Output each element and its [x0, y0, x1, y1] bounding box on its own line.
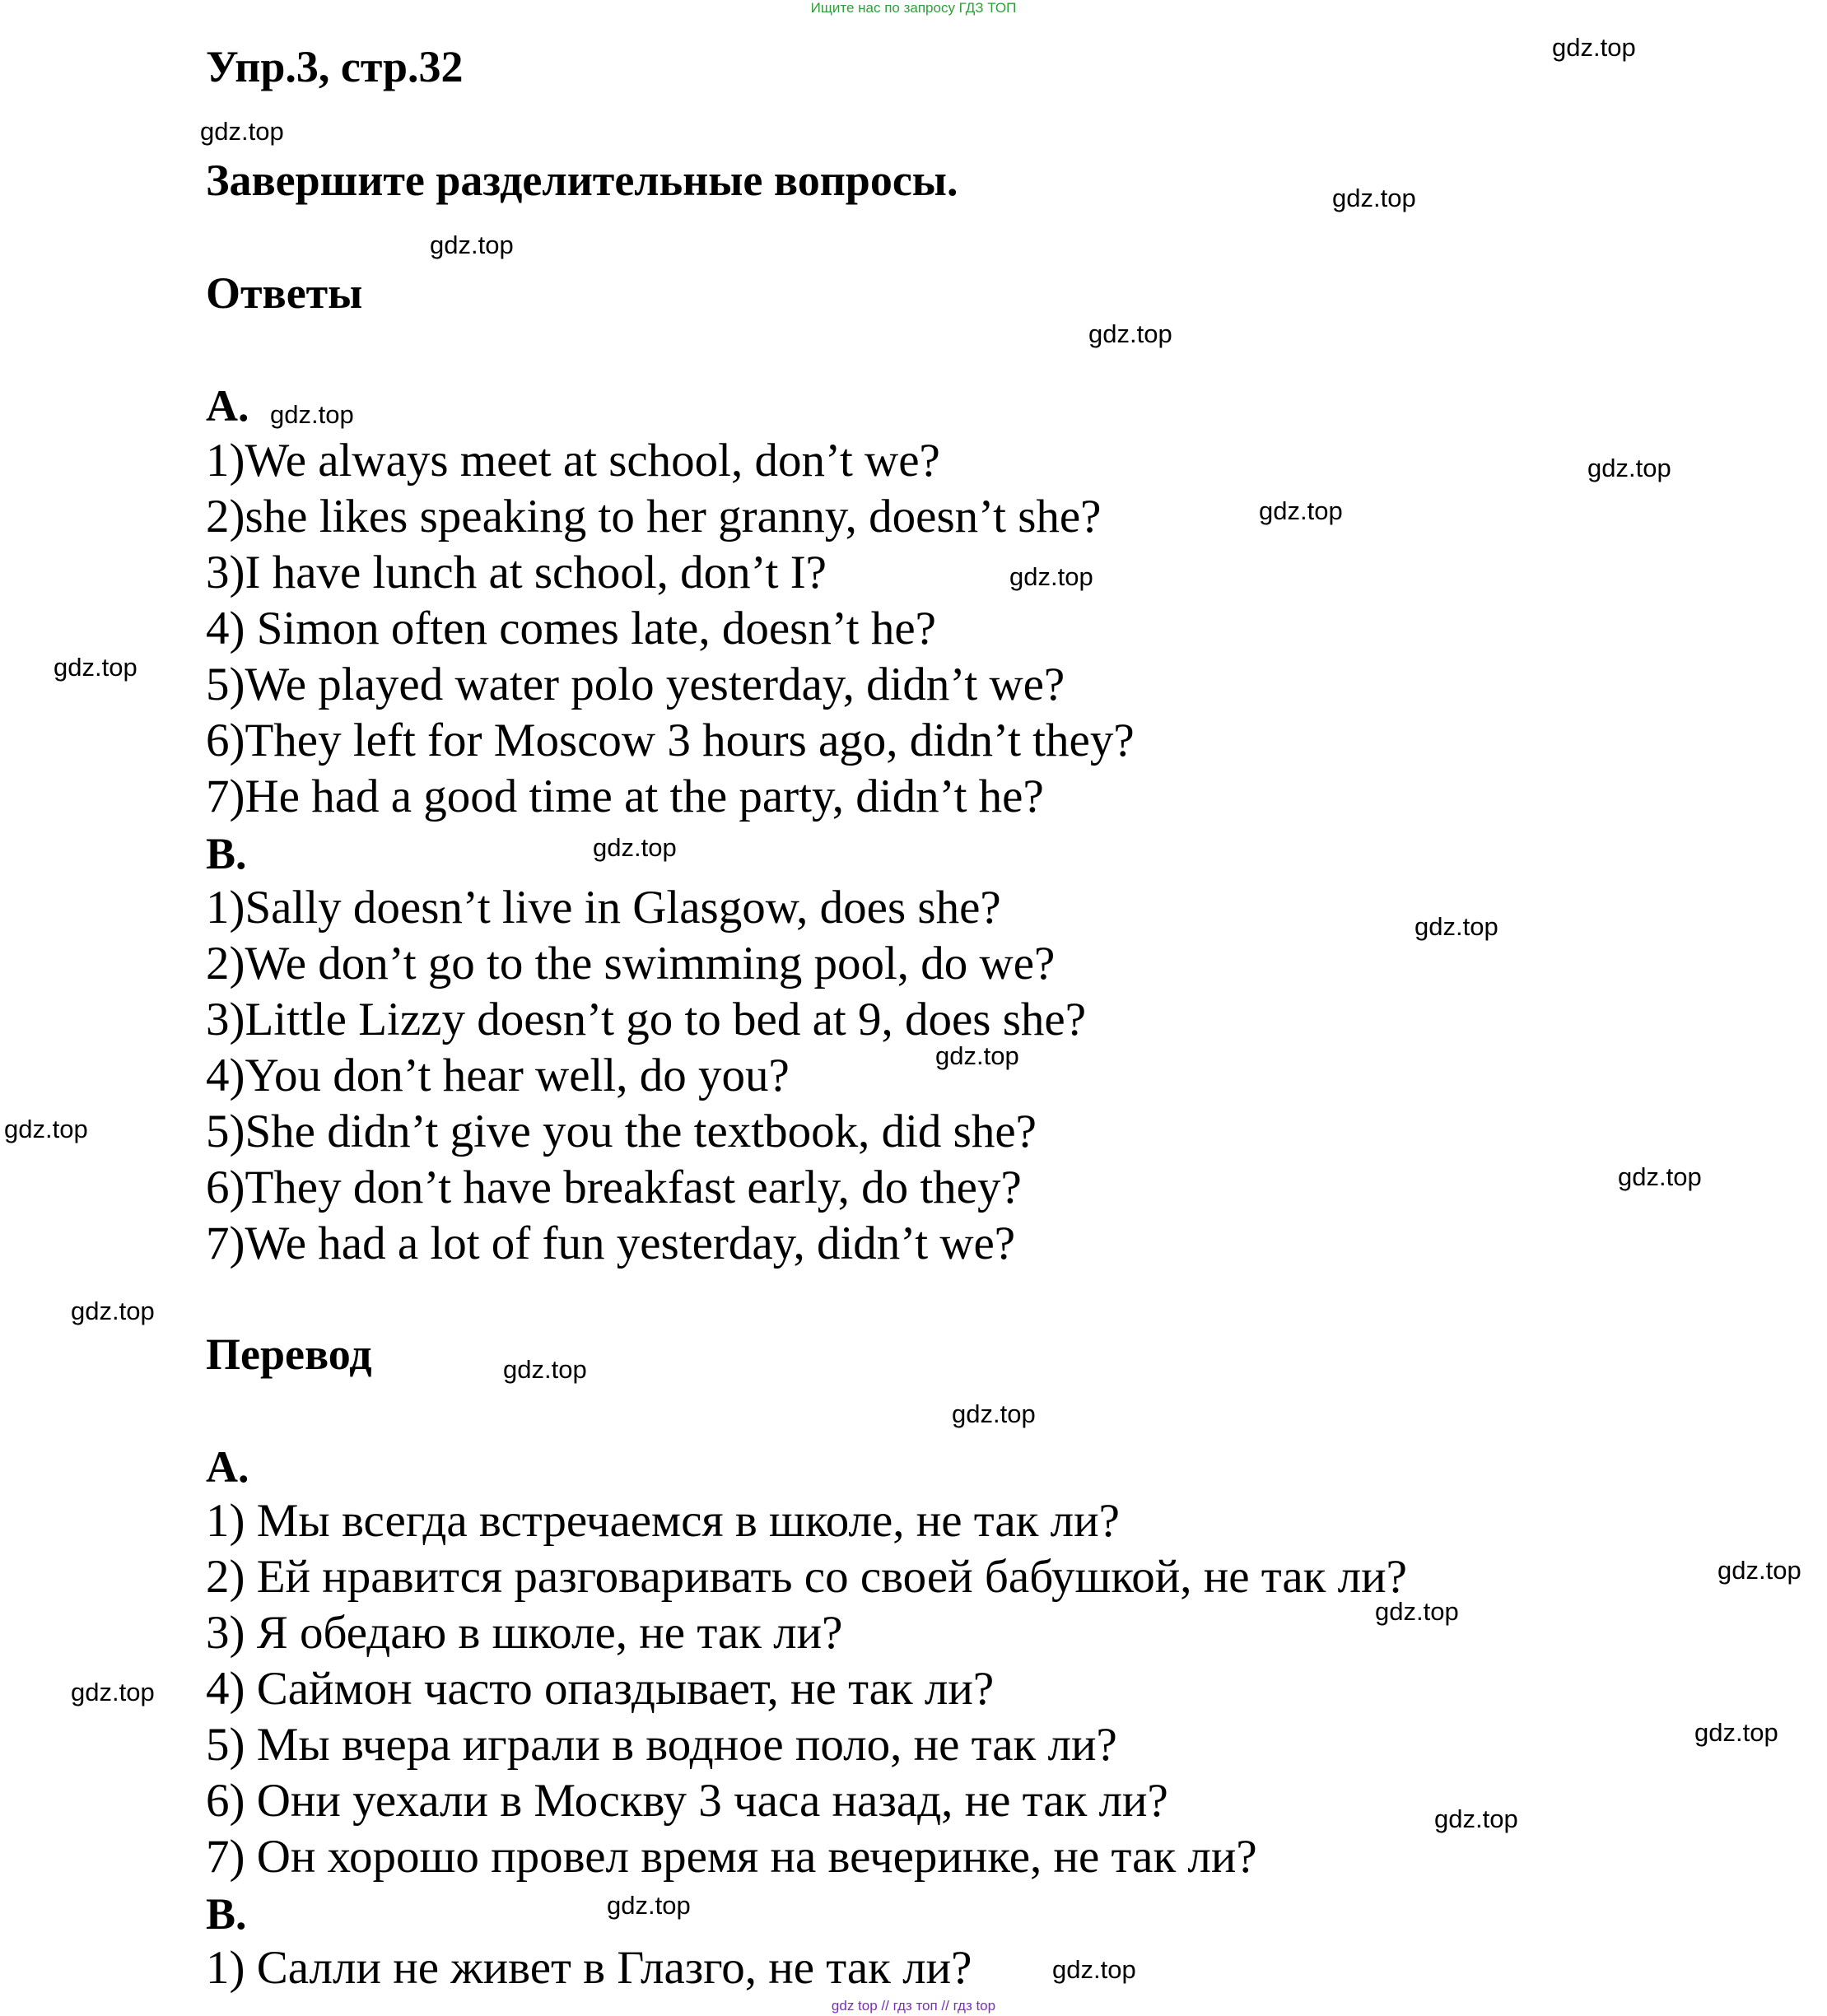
answer-b-1: 1)Sally doesn’t live in Glasgow, does she? [206, 882, 1001, 934]
answer-b-5: 5)She didn’t give you the textbook, did she? [206, 1106, 1037, 1157]
watermark: gdz.top [1587, 454, 1671, 482]
translation-heading: Перевод [206, 1329, 372, 1379]
translation-a-3: 3) Я обедаю в школе, не так ли? [206, 1607, 843, 1659]
answer-a-6: 6)They left for Moscow 3 hours ago, didn’t they? [206, 715, 1135, 766]
watermark: gdz.top [1375, 1597, 1459, 1626]
watermark: gdz.top [1009, 562, 1093, 591]
translation-section-a-label: A. [206, 1442, 249, 1492]
watermark: gdz.top [1259, 496, 1343, 525]
translation-a-1: 1) Мы всегда встречаемся в школе, не так ли? [206, 1495, 1120, 1547]
answer-b-6: 6)They don’t have breakfast early, do they? [206, 1162, 1022, 1213]
translation-a-6: 6) Они уехали в Москву 3 часа назад, не так ли? [206, 1775, 1168, 1827]
watermark: gdz.top [1552, 33, 1636, 62]
translation-a-7: 7) Он хорошо провел время на вечеринке, не так ли? [206, 1831, 1257, 1883]
watermark: gdz.top [1088, 319, 1172, 348]
watermark: gdz.top [1052, 1955, 1136, 1984]
watermark: gdz.top [935, 1041, 1019, 1070]
answer-b-3: 3)Little Lizzy doesn’t go to bed at 9, does she? [206, 994, 1087, 1045]
watermark: gdz.top [1618, 1162, 1702, 1191]
watermark: gdz.top [200, 117, 284, 146]
watermark: gdz.top [607, 1891, 691, 1920]
bottom-banner: gdz top // гдз топ // гдз top [831, 1998, 996, 2014]
watermark: gdz.top [54, 653, 137, 682]
answer-a-7: 7)He had a good time at the party, didn’t he? [206, 771, 1044, 822]
answers-heading: Ответы [206, 268, 363, 318]
watermark: gdz.top [952, 1399, 1036, 1428]
instruction: Завершите разделительные вопросы. [206, 156, 958, 205]
watermark: gdz.top [503, 1355, 587, 1384]
watermark: gdz.top [1717, 1556, 1801, 1585]
answer-a-5: 5)We played water polo yesterday, didn’t we? [206, 659, 1065, 710]
answers-section-a-label: A. [206, 381, 249, 431]
watermark: gdz.top [1332, 184, 1416, 212]
watermark: gdz.top [270, 400, 354, 429]
answer-b-4: 4)You don’t hear well, do you? [206, 1050, 790, 1101]
top-banner: Ищите нас по запросу ГДЗ ТОП [810, 0, 1017, 16]
answers-section-b-label: B. [206, 829, 247, 878]
answer-a-2: 2)she likes speaking to her granny, doesn’t she? [206, 491, 1102, 542]
watermark: gdz.top [1415, 912, 1498, 941]
translation-b-1: 1) Салли не живет в Глазго, не так ли? [206, 1942, 972, 1994]
watermark: gdz.top [4, 1115, 88, 1143]
answer-b-2: 2)We don’t go to the swimming pool, do we? [206, 938, 1056, 989]
answer-b-7: 7)We had a lot of fun yesterday, didn’t we? [206, 1218, 1016, 1269]
translation-a-2: 2) Ей нравится разговаривать со своей бабушкой, не так ли? [206, 1551, 1407, 1603]
watermark: gdz.top [430, 230, 514, 259]
answer-a-1: 1)We always meet at school, don’t we? [206, 435, 940, 487]
watermark: gdz.top [1434, 1804, 1518, 1833]
exercise-title: Упр.3, стр.32 [206, 42, 464, 91]
translation-a-5: 5) Мы вчера играли в водное поло, не так ли? [206, 1719, 1117, 1771]
watermark: gdz.top [1694, 1718, 1778, 1747]
translation-a-4: 4) Саймон часто опаздывает, не так ли? [206, 1663, 995, 1715]
watermark: gdz.top [71, 1678, 155, 1706]
translation-section-b-label: B. [206, 1889, 247, 1939]
watermark: gdz.top [71, 1297, 155, 1325]
answer-a-4: 4) Simon often comes late, doesn’t he? [206, 603, 936, 654]
watermark: gdz.top [593, 833, 677, 862]
answer-a-3: 3)I have lunch at school, don’t I? [206, 547, 827, 598]
